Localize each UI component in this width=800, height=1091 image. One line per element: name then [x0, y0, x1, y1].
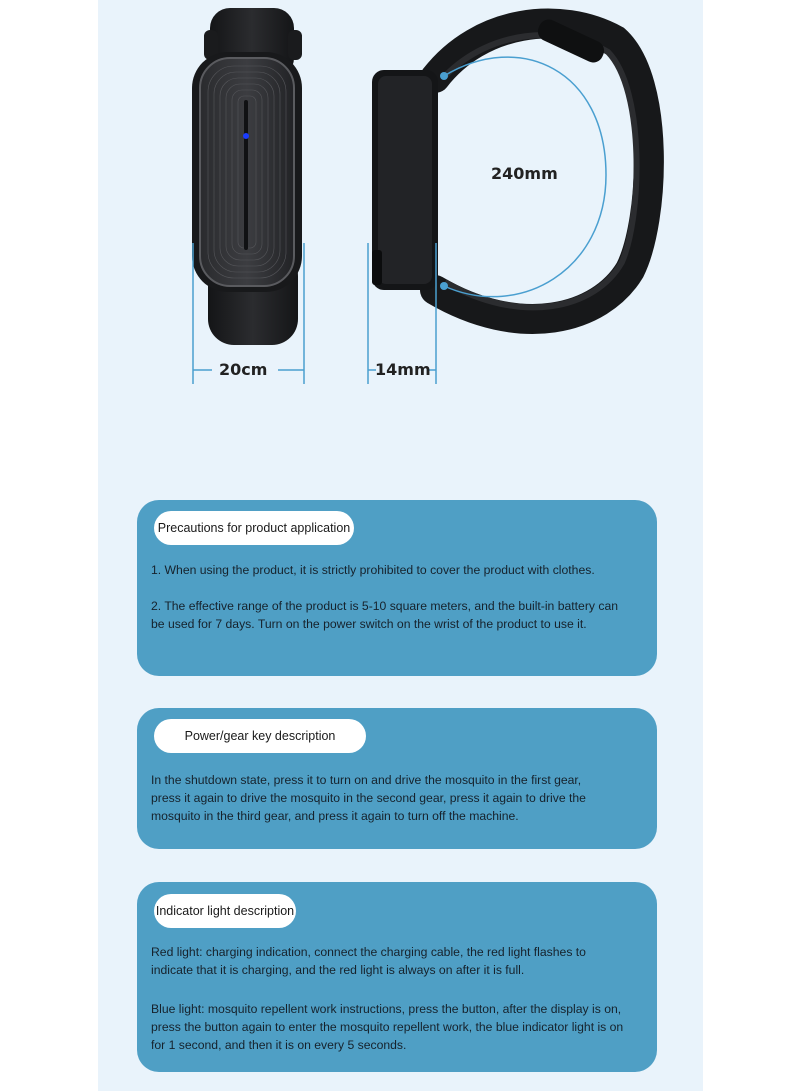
precautions-title: Precautions for product application: [154, 511, 354, 545]
indicator-light-card: [137, 882, 657, 1072]
power-key-card: [137, 708, 657, 849]
power-key-title: Power/gear key description: [154, 719, 366, 753]
blue-light-description: Blue light: mosquito repellent work instructions, press the button, after the display is on, press the button again to enter the mosquito repellent work, the blue indicator light is on for 1 second, and then it is on every 5 seconds.: [151, 1002, 624, 1052]
product-illustration: [0, 0, 800, 480]
depth-label: 14mm: [375, 360, 431, 379]
width-label: 20cm: [219, 360, 268, 379]
indicator-light-dot: [243, 133, 249, 139]
red-light-description: Red light: charging indication, connect the charging cable, the red light flashes to indicate that it is charging, and the red light is always on after it is full.: [151, 945, 586, 977]
front-view-band: [192, 8, 302, 345]
precautions-card: [137, 500, 657, 676]
precautions-item-1: 1. When using the product, it is strictly prohibited to cover the product with clothes.: [151, 563, 595, 577]
indicator-light-title: Indicator light description: [154, 894, 296, 928]
power-key-description: In the shutdown state, press it to turn on and drive the mosquito in the first gear, press it again to drive the mosquito in the second gear, press it again to drive the mosquito in the third gear, and press it again to turn off the machine.: [151, 773, 586, 823]
product-svg: [0, 0, 800, 480]
precautions-item-2: 2. The effective range of the product is 5-10 square meters, and the built-in battery can be used for 7 days. Turn on the power switch on the wrist of the product to use it.: [151, 599, 619, 631]
circumference-label: 240mm: [491, 164, 558, 183]
